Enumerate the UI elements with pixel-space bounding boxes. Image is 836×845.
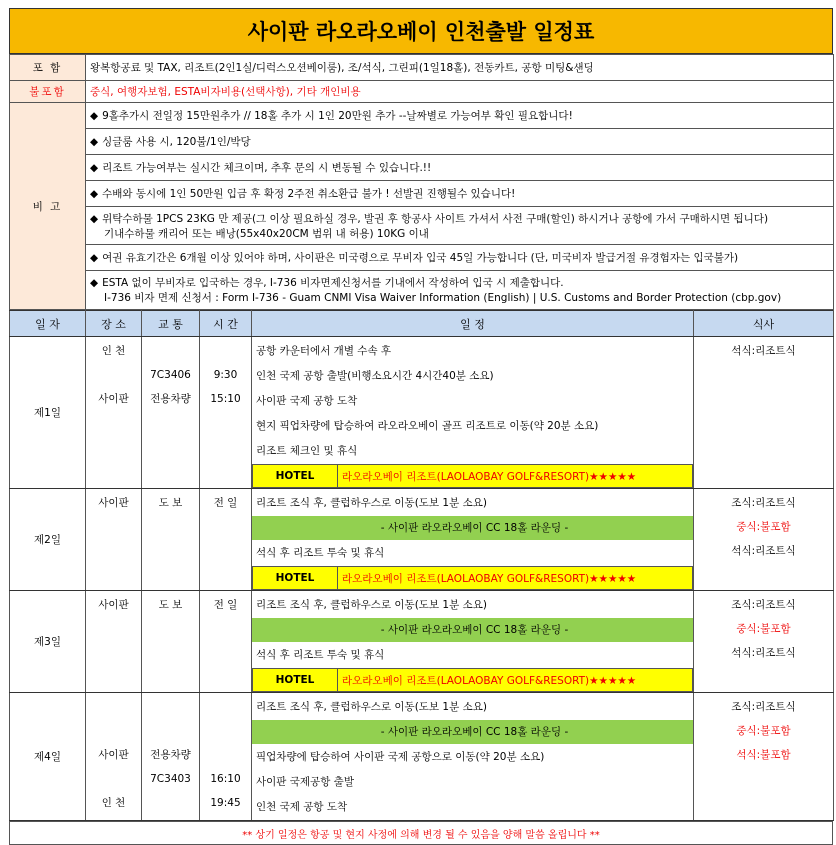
place-cell — [86, 693, 142, 821]
remark-item — [86, 245, 833, 271]
diamond-bullet-icon: ◆ — [90, 136, 99, 148]
header-time: 시 간 — [200, 311, 252, 337]
info-table — [9, 54, 834, 310]
time — [204, 339, 247, 363]
time — [204, 743, 247, 767]
itinerary-cell — [252, 693, 694, 821]
transport — [146, 695, 195, 719]
place: 인 천 — [101, 797, 126, 809]
day-label: 제1일 — [10, 337, 86, 489]
hotel-name: 라오라오베이 리조트(LAOLAOBAY GOLF&RESORT)★★★★★ — [338, 669, 692, 691]
time: 전 일 — [213, 599, 238, 611]
golf-round-banner: - 사이판 라오라오베이 CC 18홀 라운딩 - — [252, 516, 693, 541]
place: 사이판 — [98, 393, 129, 405]
transport: 도 보 — [158, 599, 183, 611]
transport — [146, 435, 195, 459]
meal-cell — [694, 693, 834, 821]
place — [90, 411, 137, 435]
header-day: 일 자 — [10, 311, 86, 337]
meal-item: 중식:불포함 — [736, 623, 791, 635]
meal-cell — [694, 489, 834, 591]
remarks-list — [86, 103, 834, 310]
transport — [146, 719, 195, 743]
itinerary-line: 리조트 체크인 및 휴식 — [252, 439, 693, 464]
include-text: 왕복항공료 및 TAX, 리조트(2인1실/디럭스오션베이룸), 조/석식, 그린피(1일18홀), 전동카트, 공항 미팅&샌딩 — [86, 55, 834, 81]
day-label: 제3일 — [10, 591, 86, 693]
exclude-label: 불포함 — [10, 81, 86, 103]
place: 사이판 — [98, 749, 129, 761]
header-itinerary: 일 정 — [252, 311, 694, 337]
header-transport: 교 통 — [142, 311, 200, 337]
meal-cell — [694, 337, 834, 489]
meal-item: 석식:리조트식 — [731, 545, 796, 557]
time: 전 일 — [213, 497, 238, 509]
itinerary-line: 사이판 국제 공항 도착 — [252, 389, 693, 414]
diamond-bullet-icon: ◆ — [90, 188, 99, 200]
remark-text: 수배와 동시에 1인 50만원 입금 후 확정 2주전 취소환급 불가 ! 선발권 진행될수 있습니다! — [102, 188, 516, 200]
remark-item — [86, 129, 833, 155]
transport: 7C3406 — [150, 369, 191, 381]
itinerary-cell — [252, 489, 694, 591]
schedule-table — [9, 310, 834, 821]
remark-text: 리조트 가능여부는 실시간 체크이며, 추후 문의 시 변동될 수 있습니다.!! — [102, 162, 432, 174]
time — [204, 435, 247, 459]
transport-cell — [142, 591, 200, 693]
hotel-label: HOTEL — [253, 567, 338, 589]
meal-item: 석식:불포함 — [736, 749, 791, 761]
time: 16:10 — [210, 773, 241, 785]
meal-item: 중식:불포함 — [736, 521, 791, 533]
day-row — [10, 489, 834, 591]
page-title: 사이판 라오라오베이 인천출발 일정표 — [9, 8, 833, 54]
diamond-bullet-icon: ◆ — [90, 277, 99, 289]
remark-text: 위탁수하물 1PCS 23KG 만 제공(그 이상 필요하실 경우, 발권 후 항공사 사이트 가셔서 사전 구매(할인) 하시거나 공항에 가서 구매하시면 됩니다) — [102, 212, 769, 225]
place-cell — [86, 591, 142, 693]
day-row — [10, 337, 834, 489]
itinerary-cell — [252, 337, 694, 489]
time-cell — [200, 693, 252, 821]
place: 사이판 — [98, 599, 129, 611]
transport-cell — [142, 693, 200, 821]
diamond-bullet-icon: ◆ — [90, 252, 99, 264]
transport-cell — [142, 489, 200, 591]
place — [90, 435, 137, 459]
itinerary-line: 석식 후 리조트 투숙 및 휴식 — [252, 643, 693, 668]
itinerary-line: 현지 픽업차량에 탑승하여 라오라오베이 골프 리조트로 이동(약 20분 소요) — [252, 414, 693, 439]
place-cell — [86, 489, 142, 591]
transport: 7C3403 — [150, 773, 191, 785]
transport — [146, 411, 195, 435]
day-label: 제2일 — [10, 489, 86, 591]
remark-item — [86, 207, 833, 245]
transport: 도 보 — [158, 497, 183, 509]
remark-item — [86, 181, 833, 207]
hotel-name: 라오라오베이 리조트(LAOLAOBAY GOLF&RESORT)★★★★★ — [338, 567, 692, 589]
time-cell — [200, 591, 252, 693]
transport: 전용차량 — [150, 749, 191, 761]
itinerary-cell — [252, 591, 694, 693]
place — [90, 719, 137, 743]
meal-item: 조식:리조트식 — [731, 701, 796, 713]
hotel-label: HOTEL — [253, 465, 338, 487]
remark-text: 9홀추가시 전일정 15만원추가 // 18홀 추가 시 1인 20만원 추가 --날짜별로 가능여부 확인 필요합니다! — [102, 110, 573, 122]
transport: 전용차량 — [150, 393, 191, 405]
transport — [146, 791, 195, 815]
remark-item — [86, 103, 833, 129]
golf-round-banner: - 사이판 라오라오베이 CC 18홀 라운딩 - — [252, 720, 693, 745]
time — [204, 719, 247, 743]
remark-text: 싱글룸 사용 시, 120불/1인/박당 — [102, 136, 251, 148]
include-label: 포 함 — [10, 55, 86, 81]
diamond-bullet-icon: ◆ — [90, 162, 99, 174]
diamond-bullet-icon: ◆ — [90, 212, 99, 225]
meal-item: 석식:리조트식 — [731, 647, 796, 659]
hotel-row — [252, 566, 693, 590]
transport — [146, 339, 195, 363]
exclude-text: 중식, 여행자보험, ESTA비자비용(선택사항), 기타 개인비용 — [86, 81, 834, 103]
remark-text: ESTA 없이 무비자로 입국하는 경우, I-736 비자면제신청서를 기내에서 작성하여 입국 시 제출합니다. — [102, 277, 564, 289]
meal-cell — [694, 591, 834, 693]
header-place: 장 소 — [86, 311, 142, 337]
header-meal: 식사 — [694, 311, 834, 337]
meal-item: 중식:불포함 — [736, 725, 791, 737]
place-cell — [86, 337, 142, 489]
diamond-bullet-icon: ◆ — [90, 110, 99, 122]
day-row — [10, 693, 834, 821]
hotel-name: 라오라오베이 리조트(LAOLAOBAY GOLF&RESORT)★★★★★ — [338, 465, 692, 487]
day-label: 제4일 — [10, 693, 86, 821]
remark-text: 기내수하물 캐리어 또는 배낭(55x40x20CM 범위 내 허용) 10KG 이내 — [104, 227, 429, 240]
itinerary-line: 리조트 조식 후, 클럽하우스로 이동(도보 1분 소요) — [252, 593, 693, 618]
time — [204, 695, 247, 719]
itinerary-line: 인천 국제 공항 출발(비행소요시간 4시간40분 소요) — [252, 364, 693, 389]
place: 인 천 — [101, 345, 126, 357]
hotel-row — [252, 668, 693, 692]
schedule-header — [10, 311, 834, 337]
place — [90, 363, 137, 387]
meal-item: 석식:리조트식 — [731, 345, 796, 357]
golf-round-banner: - 사이판 라오라오베이 CC 18홀 라운딩 - — [252, 618, 693, 643]
time: 9:30 — [213, 369, 238, 381]
time: 19:45 — [210, 797, 241, 809]
meal-item: 조식:리조트식 — [731, 497, 796, 509]
itinerary-line: 공항 카운터에서 개별 수속 후 — [252, 339, 693, 364]
remark-text: 여권 유효기간은 6개월 이상 있어야 하며, 사이판은 미국령으로 무비자 입국 45일 가능합니다 (단, 미국비자 발급거절 유경험자는 입국불가) — [102, 252, 739, 264]
itinerary-line: 사이판 국제공항 출발 — [252, 770, 693, 795]
remark-item — [86, 271, 833, 309]
itinerary-sheet — [9, 8, 833, 845]
remark-text: I-736 비자 면제 신청서 : Form I-736 - Guam CNMI Visa Waiver Information (English) | U.S. Customs and Border Protection (cbp.gov) — [104, 292, 782, 304]
meal-item: 조식:리조트식 — [731, 599, 796, 611]
itinerary-line: 석식 후 리조트 투숙 및 휴식 — [252, 541, 693, 566]
time-cell — [200, 337, 252, 489]
time: 15:10 — [210, 393, 241, 405]
itinerary-line: 픽업차량에 탑승하여 사이판 국제 공항으로 이동(약 20분 소요) — [252, 745, 693, 770]
hotel-label: HOTEL — [253, 669, 338, 691]
footer-note: ** 상기 일정은 항공 및 현지 사정에 의해 변경 될 수 있음을 양해 말씀 올립니다 ** — [9, 821, 833, 845]
place: 사이판 — [98, 497, 129, 509]
time — [204, 411, 247, 435]
itinerary-line: 리조트 조식 후, 클럽하우스로 이동(도보 1분 소요) — [252, 491, 693, 516]
day-row — [10, 591, 834, 693]
hotel-row — [252, 464, 693, 488]
place — [90, 767, 137, 791]
time-cell — [200, 489, 252, 591]
remark-item — [86, 155, 833, 181]
place — [90, 695, 137, 719]
remarks-label: 비 고 — [10, 103, 86, 310]
itinerary-line: 인천 국제 공항 도착 — [252, 795, 693, 820]
itinerary-line: 리조트 조식 후, 클럽하우스로 이동(도보 1분 소요) — [252, 695, 693, 720]
transport-cell — [142, 337, 200, 489]
